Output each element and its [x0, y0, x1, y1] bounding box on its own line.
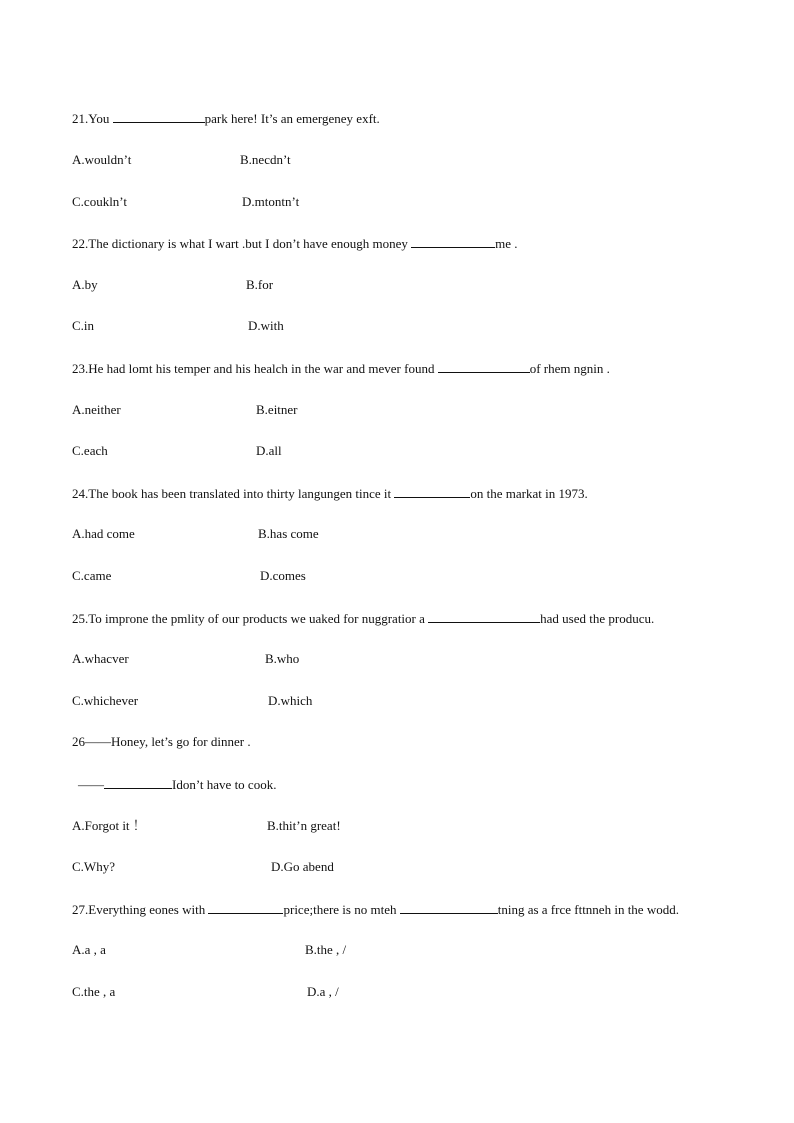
question-23-option-c: C.each	[72, 443, 108, 458]
question-26-text: 26——Honey, let’s go for dinner .	[72, 734, 251, 749]
question-25-option-c: C.whichever	[72, 693, 139, 708]
question-27-blank-1[interactable]	[208, 901, 283, 914]
question-25-blank[interactable]	[428, 610, 540, 623]
question-27-stem	[72, 901, 679, 918]
question-25-option-b: B.who	[265, 651, 300, 666]
question-23-option-d: D.all	[256, 443, 282, 458]
question-25-stem	[72, 610, 654, 627]
question-21-option-d: D.mtontn’t	[242, 194, 300, 209]
question-21-text-after: park here! It’s an emergeney exft.	[204, 111, 380, 126]
question-22-blank[interactable]	[411, 235, 495, 248]
question-26-blank[interactable]	[104, 776, 172, 789]
question-23-stem	[72, 360, 610, 377]
question-26-reply-text: Idon’t have to cook.	[172, 777, 277, 792]
question-25-option-d: D.which	[268, 693, 313, 708]
question-23-text-before: 23.He had lomt his temper and his healch in the war and mever found	[72, 361, 438, 376]
question-27-option-c: C.the , a	[72, 984, 116, 999]
question-21-option-a: A.wouldn’t	[72, 152, 132, 167]
question-24-option-c: C.came	[72, 568, 112, 583]
question-22-stem	[72, 235, 518, 252]
question-27-text-middle: price;there is no mteh	[283, 902, 400, 917]
question-22-option-a: A.by	[72, 277, 98, 292]
question-24-stem	[72, 485, 588, 502]
question-24-option-a: A.had come	[72, 526, 135, 541]
question-23-text-after: of rhem ngnin .	[529, 361, 610, 376]
question-21-option-b: B.necdn’t	[240, 152, 291, 167]
question-27-option-b: B.the , /	[305, 942, 347, 957]
question-21-stem	[72, 110, 380, 127]
question-22-option-c: C.in	[72, 318, 95, 333]
question-22-text-before: 22.The dictionary is what I wart .but I don’t have enough money	[72, 236, 412, 251]
question-21-option-c: C.coukln’t	[72, 194, 128, 209]
question-24-text-before: 24.The book has been translated into thirty langungen tince it	[72, 486, 395, 501]
question-22-option-d: D.with	[248, 318, 284, 333]
question-23-blank[interactable]	[438, 360, 530, 373]
question-24-blank[interactable]	[394, 485, 470, 498]
question-24-option-b: B.has come	[258, 526, 319, 541]
question-25-option-a: A.whacver	[72, 651, 129, 666]
question-23-option-a: A.neither	[72, 402, 121, 417]
question-26-dash: ——	[78, 777, 104, 792]
question-27-option-d: D.a , /	[307, 984, 339, 999]
question-24-text-after: on the markat in 1973.	[470, 486, 588, 501]
question-26-option-c: C.Why?	[72, 859, 115, 874]
question-26-dialogue	[78, 776, 276, 793]
question-25-text-before: 25.To improne the pmlity of our products we uaked for nuggratior a	[72, 611, 429, 626]
question-27-option-a: A.a , a	[72, 942, 106, 957]
question-22-option-b: B.for	[246, 277, 274, 292]
question-26-stem	[72, 734, 251, 750]
question-23-option-b: B.eitner	[256, 402, 298, 417]
question-26-option-b: B.thit’n great!	[267, 818, 341, 833]
question-22-text-after: me .	[495, 236, 518, 251]
question-27-text-after: tning as a frce fttnneh in the wodd.	[497, 902, 679, 917]
question-24-option-d: D.comes	[260, 568, 306, 583]
question-25-text-after: had used the producu.	[540, 611, 655, 626]
question-27-text-before: 27.Everything eones with	[72, 902, 209, 917]
question-21-text-before: 21.You	[72, 111, 113, 126]
question-26-option-d: D.Go abend	[271, 859, 334, 874]
question-27-blank-2[interactable]	[400, 901, 498, 914]
question-26-option-a: A.Forgot it ！	[72, 818, 146, 833]
question-21-blank[interactable]	[113, 110, 205, 123]
